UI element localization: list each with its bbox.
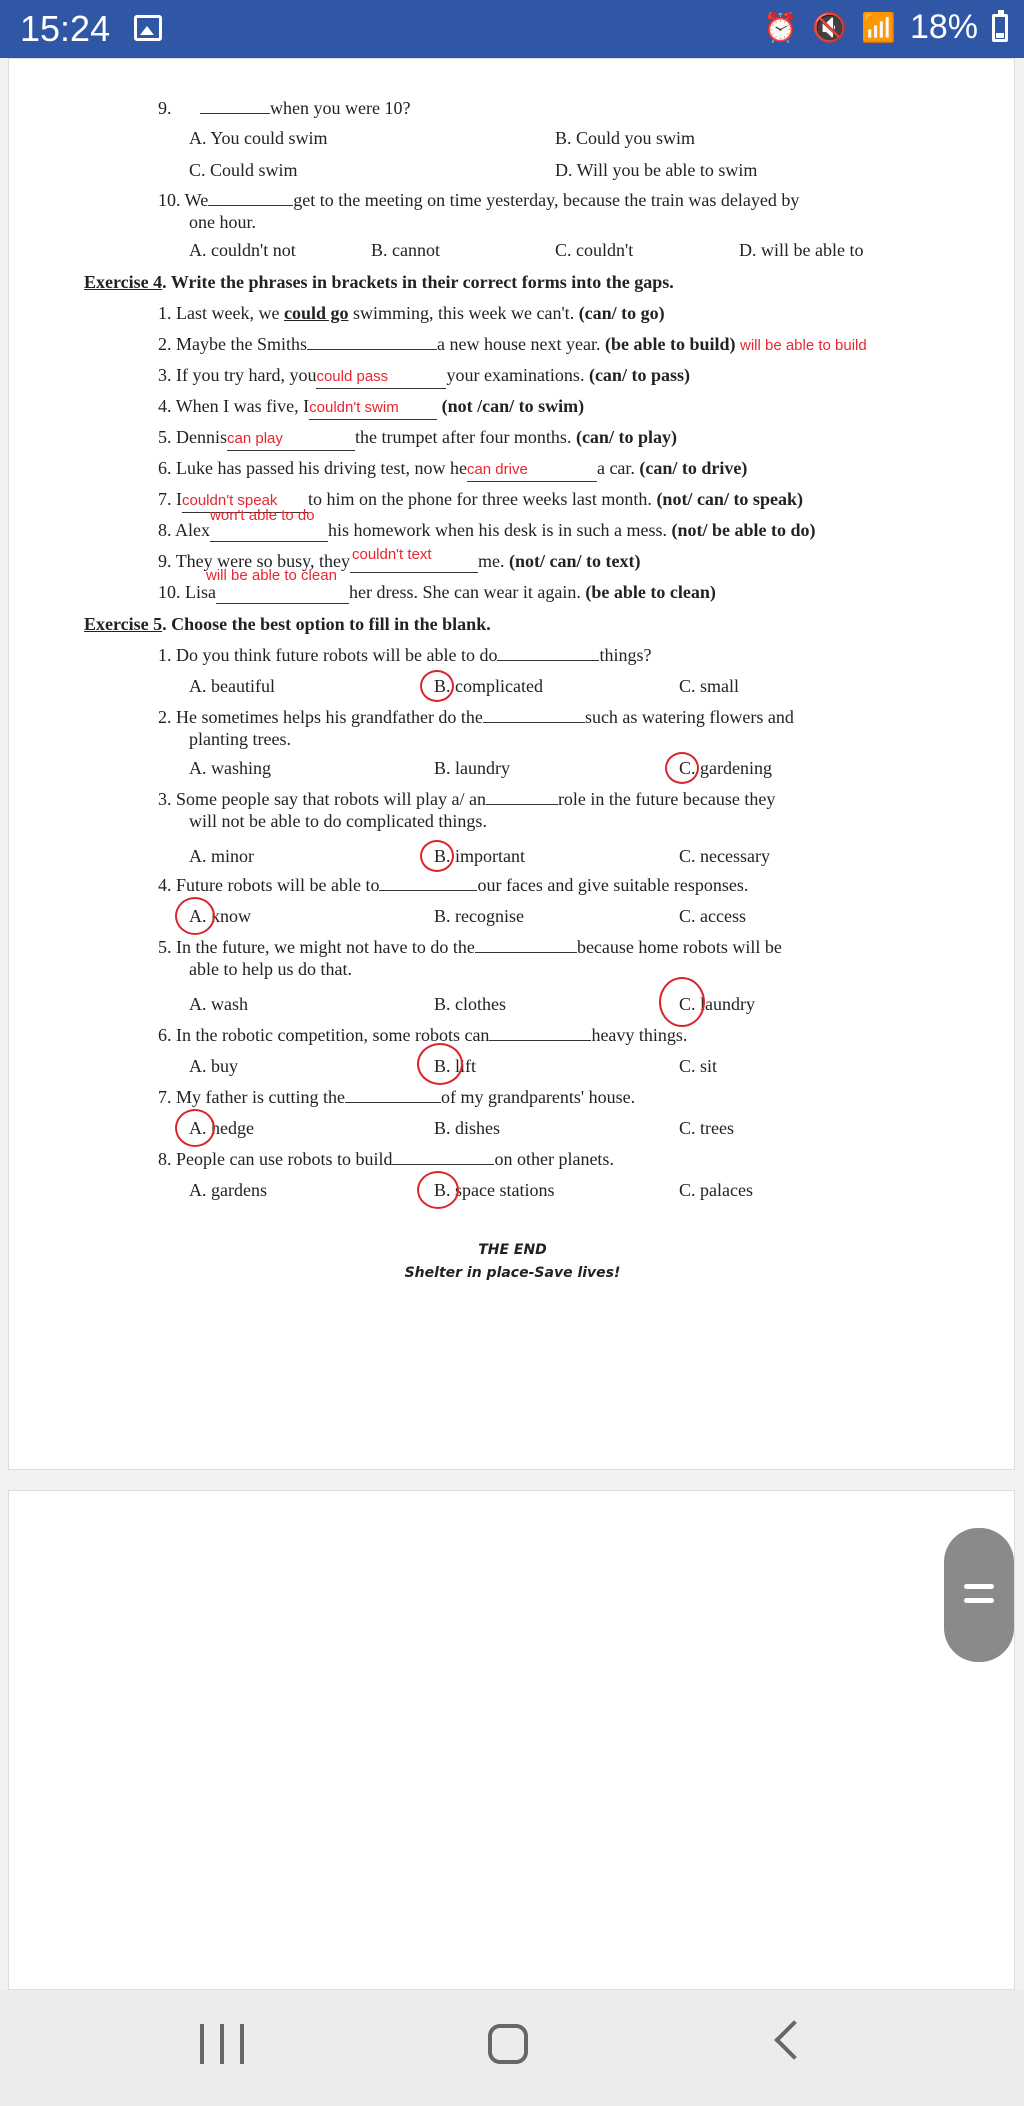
answer-circle bbox=[175, 1109, 215, 1147]
option-a: A. buy bbox=[189, 1056, 238, 1076]
handwritten-answer: won't able to do bbox=[210, 507, 315, 524]
handwritten-answer: couldn't speak bbox=[182, 492, 278, 509]
ex5-question-3: 3. Some people say that robots will play a/ an role in the future because they bbox=[158, 789, 776, 809]
option-a: A. washing bbox=[189, 758, 271, 778]
option-a: A. minor bbox=[189, 846, 254, 866]
question-number: 9. bbox=[158, 98, 172, 118]
handwritten-answer: will be able to build bbox=[739, 337, 867, 354]
recent-apps-button[interactable] bbox=[200, 2024, 244, 2064]
slogan: Shelter in place-Save lives! bbox=[404, 1265, 621, 1281]
question-text-line2: will not be able to do complicated things. bbox=[189, 811, 487, 831]
option-c: C. Could swim bbox=[189, 160, 298, 180]
ex4-item-7: 7. Icouldn't speak to him on the phone for three weeks last month. (not/ can/ to speak) bbox=[158, 488, 803, 513]
option-c: C. trees bbox=[679, 1118, 734, 1138]
answer-circle bbox=[665, 752, 699, 784]
option-c: C. access bbox=[679, 906, 746, 926]
document-page[interactable] bbox=[8, 58, 1015, 1470]
option-a: A. You could swim bbox=[189, 128, 328, 148]
answer-circle bbox=[420, 670, 454, 702]
option-c: C. gardening bbox=[679, 758, 772, 778]
answer-circle bbox=[417, 1043, 463, 1085]
mute-icon: 🔇 bbox=[812, 12, 848, 43]
ex4-item-2: 2. Maybe the Smiths a new house next year. (be able to build) will be able to build bbox=[158, 334, 867, 354]
answer-circle bbox=[420, 840, 454, 872]
question-text-line2: one hour. bbox=[189, 212, 256, 232]
option-a: A. beautiful bbox=[189, 676, 275, 696]
option-c: C. sit bbox=[679, 1056, 718, 1076]
exercise-5-heading: Exercise 5. Choose the best option to fill in the blank. bbox=[84, 614, 491, 634]
ex4-item-4: 4. When I was five, Icouldn't swim (not /can/ to swim) bbox=[158, 395, 584, 420]
option-a: A. gardens bbox=[189, 1180, 267, 1200]
option-b: B. laundry bbox=[434, 758, 510, 778]
ex5-question-1: 1. Do you think future robots will be able to do things? bbox=[158, 645, 652, 665]
option-c: C. small bbox=[679, 676, 740, 696]
alarm-icon: ⏰ bbox=[763, 12, 799, 43]
option-c: C. couldn't bbox=[555, 240, 634, 260]
option-a: A. know bbox=[189, 906, 251, 926]
clock: 15:24 bbox=[20, 8, 111, 49]
back-button[interactable] bbox=[774, 2020, 814, 2060]
ex5-question-4: 4. Future robots will be able to our faces and give suitable responses. bbox=[158, 875, 749, 895]
ex5-question-5: 5. In the future, we might not have to do the because home robots will be bbox=[158, 937, 782, 957]
option-d: D. Will you be able to swim bbox=[555, 160, 758, 180]
ex5-question-8: 8. People can use robots to build on other planets. bbox=[158, 1149, 614, 1169]
scroll-handle[interactable] bbox=[944, 1528, 1014, 1662]
handwritten-answer: will be able to clean bbox=[206, 567, 337, 584]
handwritten-answer: can play bbox=[227, 430, 283, 447]
the-end-label: THE END bbox=[478, 1242, 547, 1258]
option-b: B. lift bbox=[434, 1056, 477, 1076]
navigation-bar bbox=[0, 1990, 1024, 2106]
option-b: B. clothes bbox=[434, 994, 506, 1014]
option-a: A. couldn't not bbox=[189, 240, 296, 260]
ex4-item-9: 9. They were so busy, they couldn't text me. (not/ can/ to text) bbox=[158, 546, 641, 571]
question-text-line2: able to help us do that. bbox=[189, 959, 352, 979]
question-text-line2: planting trees. bbox=[189, 729, 291, 749]
status-icons bbox=[763, 8, 1008, 47]
handwritten-answer: could pass bbox=[316, 368, 389, 385]
answer-circle bbox=[659, 977, 705, 1027]
question-10: 10. We get to the meeting on time yesterday, because the train was delayed by bbox=[158, 190, 800, 210]
exercise-4-heading: Exercise 4. Write the phrases in brackets in their correct forms into the gaps. bbox=[84, 272, 674, 292]
status-bar bbox=[0, 0, 1024, 58]
option-c: C. necessary bbox=[679, 846, 770, 866]
question-text: when you were 10? bbox=[270, 98, 411, 118]
battery-icon bbox=[992, 14, 1008, 42]
ex4-item-8: 8. Alex won't able to do his homework when his desk is in such a mess. (not/ be able to do) bbox=[158, 507, 816, 540]
ex4-item-6: 6. Luke has passed his driving test, now hecan drive a car. (can/ to drive) bbox=[158, 457, 747, 482]
handwritten-answer: can drive bbox=[466, 461, 528, 478]
battery-percent: 18% bbox=[909, 8, 978, 46]
option-b: B. cannot bbox=[371, 240, 440, 260]
ex4-item-5: 5. Denniscan play the trumpet after four months. (can/ to play) bbox=[158, 426, 677, 451]
option-d: D. will be able to bbox=[739, 240, 864, 260]
answer-circle bbox=[175, 897, 215, 935]
option-b: B. dishes bbox=[434, 1118, 501, 1138]
option-b: B. space stations bbox=[434, 1180, 555, 1200]
ex4-item-3: 3. If you try hard, youcould pass your examinations. (can/ to pass) bbox=[158, 364, 690, 389]
option-b: B. recognise bbox=[434, 906, 524, 926]
option-c: C. laundry bbox=[679, 994, 755, 1014]
ex5-question-2: 2. He sometimes helps his grandfather do the such as watering flowers and bbox=[158, 707, 794, 727]
answer-circle bbox=[417, 1171, 459, 1209]
answer-blank bbox=[200, 97, 270, 114]
ex5-question-7: 7. My father is cutting the of my grandparents' house. bbox=[158, 1087, 636, 1107]
option-b: B. complicated bbox=[434, 676, 543, 696]
option-b: B. important bbox=[434, 846, 525, 866]
option-a: A. wash bbox=[189, 994, 248, 1014]
option-a: A. hedge bbox=[189, 1118, 254, 1138]
handwritten-answer: couldn't swim bbox=[309, 399, 399, 416]
handwritten-answer: couldn't text bbox=[351, 546, 432, 563]
answer-blank bbox=[208, 189, 293, 206]
ex4-item-10: 10. Lisa will be able to clean her dress. She can wear it again. (be able to clean) bbox=[158, 567, 716, 602]
home-button[interactable] bbox=[488, 2024, 528, 2064]
question-9 bbox=[158, 97, 410, 119]
option-c: C. palaces bbox=[679, 1180, 753, 1200]
ex5-question-6: 6. In the robotic competition, some robots can heavy things. bbox=[158, 1025, 688, 1045]
gallery-icon bbox=[134, 15, 162, 41]
wifi-icon: 📶 bbox=[861, 12, 896, 43]
ex4-item-1: 1. Last week, we could go swimming, this week we can't. (can/ to go) bbox=[158, 303, 665, 323]
document-page-2[interactable] bbox=[8, 1490, 1015, 1990]
option-b: B. Could you swim bbox=[555, 128, 696, 148]
